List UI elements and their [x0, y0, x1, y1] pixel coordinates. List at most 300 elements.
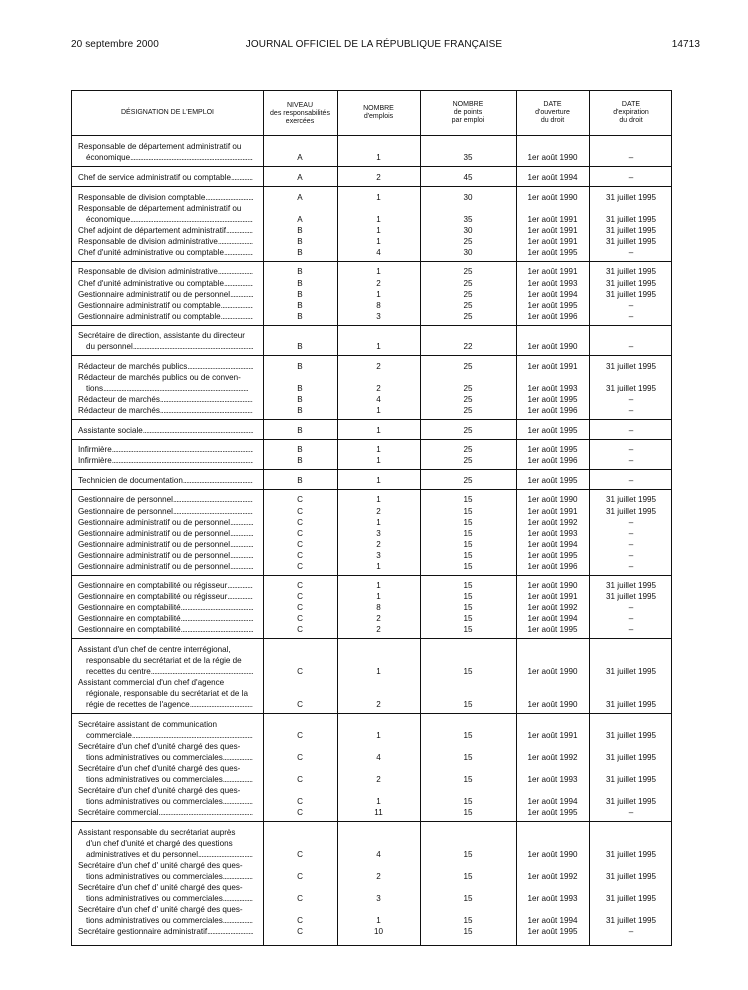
- level-cell: C: [297, 927, 303, 937]
- expiration-date-cell: –: [628, 311, 634, 321]
- points-cell: 30: [463, 192, 473, 202]
- points-cell: 25: [463, 300, 473, 310]
- group-separator: [72, 575, 671, 576]
- level-cell: C: [297, 561, 303, 571]
- opening-date-cell: 1er août 1994: [527, 797, 578, 807]
- designation-text: économique .....: [86, 214, 253, 226]
- designation-text: recettes du centre .....: [86, 666, 253, 678]
- count-cell: 3: [376, 528, 381, 538]
- opening-date-cell: 1er août 1995: [527, 625, 578, 635]
- opening-date-cell: 1er août 1994: [527, 539, 578, 549]
- count-cell: 2: [376, 383, 381, 393]
- group-separator: [72, 469, 671, 470]
- count-cell: 1: [376, 581, 381, 591]
- header-separator: [72, 135, 671, 136]
- points-cell: 15: [463, 797, 473, 807]
- designation-text: d'un chef d'unité et chargé des questions: [86, 838, 233, 848]
- designation-text: Rédacteur de marchés .....: [78, 394, 253, 406]
- designation-text: Gestionnaire administratif ou de personnel .....: [78, 517, 253, 529]
- count-cell: 4: [376, 753, 381, 762]
- level-cell: B: [297, 267, 303, 277]
- group-separator: [72, 166, 671, 167]
- opening-date-cell: 1er août 1995: [527, 395, 578, 404]
- opening-date-cell: 1er août 1990: [527, 153, 578, 163]
- designation-text: Rédacteur de marchés publics .....: [78, 361, 253, 373]
- designation-text: Gestionnaire administratif ou de personnel .....: [78, 539, 253, 551]
- expiration-date-cell: 31 juillet 1995: [606, 383, 656, 393]
- expiration-date-cell: –: [628, 808, 634, 818]
- header-date-expiration: DATE d'expiration du droit: [613, 101, 649, 124]
- points-cell: 15: [463, 894, 473, 904]
- opening-date-cell: 1er août 1991: [527, 361, 578, 371]
- count-cell: 1: [376, 667, 381, 677]
- level-cell: C: [297, 808, 303, 818]
- points-cell: 25: [463, 456, 473, 466]
- count-cell: 2: [376, 775, 381, 785]
- designation-text: Gestionnaire en comptabilité .....: [78, 613, 253, 625]
- designation-text: Gestionnaire administratif ou de personnel .....: [78, 550, 253, 562]
- points-cell: 15: [463, 506, 473, 516]
- journal-title: JOURNAL OFFICIEL DE LA RÉPUBLIQUE FRANÇAISE: [245, 39, 503, 50]
- expiration-date-cell: –: [628, 406, 634, 416]
- level-cell: A: [297, 173, 303, 183]
- group-separator: [72, 821, 671, 822]
- designation-text: Secrétaire d'un chef d'unité chargé des ques-: [78, 764, 241, 774]
- opening-date-cell: 1er août 1991: [527, 730, 578, 740]
- level-cell: C: [297, 550, 303, 560]
- designation-text: administratives et du personnel .....: [86, 849, 253, 861]
- level-cell: B: [297, 236, 303, 246]
- expiration-date-cell: –: [628, 153, 634, 163]
- count-cell: 1: [376, 517, 381, 527]
- opening-date-cell: 1er août 1990: [527, 192, 578, 202]
- opening-date-cell: 1er août 1990: [527, 667, 578, 677]
- points-cell: 15: [463, 927, 473, 937]
- opening-date-cell: 1er août 1990: [527, 849, 578, 859]
- designation-text: Secrétaire d'un chef d' unité chargé des ques-: [78, 860, 243, 870]
- expiration-date-cell: 31 juillet 1995: [606, 730, 656, 740]
- designation-text: Assistant commercial d'un chef d'agence: [78, 678, 225, 688]
- designation-text: Gestionnaire administratif ou de personnel .....: [78, 561, 253, 573]
- expiration-date-cell: 31 juillet 1995: [606, 581, 656, 591]
- points-cell: 25: [463, 267, 473, 277]
- count-cell: 1: [376, 406, 381, 416]
- opening-date-cell: 1er août 1991: [527, 236, 578, 246]
- group-separator: [72, 713, 671, 714]
- expiration-date-cell: 31 juillet 1995: [606, 849, 656, 859]
- count-cell: 4: [376, 395, 381, 404]
- expiration-date-cell: –: [628, 561, 634, 571]
- expiration-date-cell: 31 juillet 1995: [606, 495, 656, 505]
- count-cell: 2: [376, 506, 381, 516]
- level-cell: C: [297, 916, 303, 926]
- count-cell: 2: [376, 625, 381, 635]
- points-cell: 25: [463, 361, 473, 371]
- opening-date-cell: 1er août 1990: [527, 581, 578, 591]
- group-separator: [72, 261, 671, 262]
- level-cell: B: [297, 456, 303, 466]
- expiration-date-cell: –: [628, 625, 634, 635]
- level-cell: B: [297, 383, 303, 393]
- count-cell: 1: [376, 592, 381, 602]
- group-separator: [72, 355, 671, 356]
- designation-text: Gestionnaire de personnel .....: [78, 506, 253, 518]
- designation-text: Chef d'unité administrative ou comptable .....: [78, 278, 253, 290]
- expiration-date-cell: –: [628, 395, 634, 404]
- designation-text: Secrétaire d'un chef d'unité chargé des ques-: [78, 741, 241, 751]
- level-cell: C: [297, 517, 303, 527]
- header-date-ouverture: DATE d'ouverture du droit: [535, 101, 570, 124]
- count-cell: 1: [376, 730, 381, 740]
- opening-date-cell: 1er août 1996: [527, 456, 578, 466]
- page-date: 20 septembre 2000: [71, 39, 159, 50]
- expiration-date-cell: –: [628, 528, 634, 538]
- count-cell: 2: [376, 539, 381, 549]
- count-cell: 1: [376, 456, 381, 466]
- level-cell: C: [297, 797, 303, 807]
- count-cell: 1: [376, 192, 381, 202]
- count-cell: 1: [376, 797, 381, 807]
- expiration-date-cell: 31 juillet 1995: [606, 361, 656, 371]
- count-cell: 1: [376, 475, 381, 485]
- points-cell: 15: [463, 539, 473, 549]
- designation-text: Assistant responsable du secrétariat auprès: [78, 827, 236, 837]
- expiration-date-cell: –: [628, 550, 634, 560]
- level-cell: B: [297, 406, 303, 416]
- points-cell: 15: [463, 808, 473, 818]
- points-cell: 15: [463, 517, 473, 527]
- header-nombre-points: NOMBRE de points par emploi: [451, 101, 485, 124]
- opening-date-cell: 1er août 1991: [527, 267, 578, 277]
- expiration-date-cell: –: [628, 445, 634, 455]
- points-cell: 15: [463, 916, 473, 926]
- group-separator: [72, 419, 671, 420]
- opening-date-cell: 1er août 1994: [527, 289, 578, 299]
- points-cell: 25: [463, 289, 473, 299]
- expiration-date-cell: 31 juillet 1995: [606, 267, 656, 277]
- level-cell: C: [297, 700, 303, 710]
- designation-text: Infirmière .....: [78, 455, 253, 467]
- designation-text: Gestionnaire en comptabilité .....: [78, 624, 253, 636]
- count-cell: 3: [376, 311, 381, 321]
- level-cell: C: [297, 603, 303, 613]
- level-cell: B: [297, 475, 303, 485]
- level-cell: C: [297, 730, 303, 740]
- designation-text: Secrétaire gestionnaire administratif .....: [78, 926, 253, 938]
- opening-date-cell: 1er août 1995: [527, 550, 578, 560]
- expiration-date-cell: –: [628, 475, 634, 485]
- opening-date-cell: 1er août 1995: [527, 425, 578, 435]
- points-cell: 35: [463, 153, 473, 163]
- level-cell: C: [297, 775, 303, 785]
- points-cell: 45: [463, 173, 473, 183]
- designation-text: régie de recettes de l'agence .....: [86, 699, 253, 711]
- designation-text: tions administratives ou commerciales .....: [86, 915, 253, 927]
- expiration-date-cell: –: [628, 614, 634, 624]
- designation-text: du personnel .....: [86, 341, 253, 353]
- expiration-date-cell: –: [628, 539, 634, 549]
- count-cell: 2: [376, 361, 381, 371]
- points-cell: 25: [463, 383, 473, 393]
- expiration-date-cell: 31 juillet 1995: [606, 236, 656, 246]
- header-designation: DÉSIGNATION DE L'EMPLOI: [120, 109, 214, 116]
- count-cell: 1: [376, 495, 381, 505]
- points-cell: 15: [463, 667, 473, 677]
- designation-text: tions administratives ou commerciales .....: [86, 796, 253, 808]
- points-cell: 15: [463, 871, 473, 881]
- level-cell: C: [297, 625, 303, 635]
- points-cell: 35: [463, 214, 473, 224]
- expiration-date-cell: 31 juillet 1995: [606, 700, 656, 710]
- opening-date-cell: 1er août 1996: [527, 311, 578, 321]
- group-separator: [72, 638, 671, 639]
- expiration-date-cell: –: [628, 603, 634, 613]
- expiration-date-cell: 31 juillet 1995: [606, 753, 656, 762]
- count-cell: 4: [376, 247, 381, 257]
- designation-text: Gestionnaire administratif ou comptable .....: [78, 300, 253, 312]
- designation-text: Responsable de division administrative .....: [78, 266, 253, 278]
- level-cell: C: [297, 849, 303, 859]
- level-cell: C: [297, 581, 303, 591]
- level-cell: B: [297, 300, 303, 310]
- expiration-date-cell: –: [628, 927, 634, 937]
- opening-date-cell: 1er août 1995: [527, 927, 578, 937]
- count-cell: 1: [376, 214, 381, 224]
- level-cell: C: [297, 614, 303, 624]
- count-cell: 3: [376, 550, 381, 560]
- designation-text: Gestionnaire en comptabilité .....: [78, 602, 253, 614]
- level-cell: C: [297, 539, 303, 549]
- level-cell: B: [297, 445, 303, 455]
- points-cell: 15: [463, 730, 473, 740]
- count-cell: 1: [376, 425, 381, 435]
- designation-text: Gestionnaire administratif ou de personnel .....: [78, 289, 253, 301]
- expiration-date-cell: –: [628, 342, 634, 352]
- designation-text: Chef adjoint de département administratif .....: [78, 225, 253, 237]
- designation-text: économique .....: [86, 152, 253, 164]
- count-cell: 1: [376, 267, 381, 277]
- count-cell: 2: [376, 614, 381, 624]
- designation-text: commerciale .....: [86, 730, 253, 742]
- opening-date-cell: 1er août 1995: [527, 475, 578, 485]
- count-cell: 1: [376, 445, 381, 455]
- designation-text: Responsable de division comptable .....: [78, 192, 253, 204]
- opening-date-cell: 1er août 1992: [527, 753, 578, 762]
- points-cell: 15: [463, 753, 473, 762]
- designation-text: Gestionnaire de personnel .....: [78, 494, 253, 506]
- designation-text: responsable du secrétariat et de la régie de: [86, 656, 242, 666]
- count-cell: 2: [376, 278, 381, 288]
- level-cell: C: [297, 506, 303, 516]
- opening-date-cell: 1er août 1995: [527, 808, 578, 818]
- count-cell: 1: [376, 225, 381, 235]
- opening-date-cell: 1er août 1996: [527, 406, 578, 416]
- count-cell: 2: [376, 173, 381, 183]
- opening-date-cell: 1er août 1995: [527, 247, 578, 257]
- points-cell: 15: [463, 625, 473, 635]
- level-cell: B: [297, 247, 303, 257]
- level-cell: B: [297, 342, 303, 352]
- level-cell: B: [297, 225, 303, 235]
- points-cell: 25: [463, 425, 473, 435]
- designation-text: tions administratives ou commerciales .....: [86, 871, 253, 883]
- opening-date-cell: 1er août 1991: [527, 592, 578, 602]
- designation-text: Infirmière .....: [78, 444, 253, 456]
- header-niveau: NIVEAU des responsabilités exercées: [270, 102, 330, 125]
- header-nombre-emplois: NOMBRE d'emplois: [363, 105, 394, 120]
- designation-text: Chef d'unité administrative ou comptable .....: [78, 247, 253, 259]
- page-number: 14713: [671, 39, 700, 50]
- points-cell: 25: [463, 406, 473, 416]
- points-cell: 25: [463, 445, 473, 455]
- designation-text: Gestionnaire administratif ou de personnel .....: [78, 528, 253, 540]
- points-cell: 25: [463, 311, 473, 321]
- level-cell: B: [297, 289, 303, 299]
- points-cell: 15: [463, 550, 473, 560]
- level-cell: B: [297, 425, 303, 435]
- group-separator: [72, 186, 671, 187]
- expiration-date-cell: –: [628, 300, 634, 310]
- opening-date-cell: 1er août 1994: [527, 916, 578, 926]
- points-cell: 15: [463, 849, 473, 859]
- expiration-date-cell: 31 juillet 1995: [606, 225, 656, 235]
- count-cell: 2: [376, 871, 381, 881]
- designation-text: tions administratives ou commerciales .....: [86, 752, 253, 764]
- level-cell: B: [297, 311, 303, 321]
- group-separator: [72, 325, 671, 326]
- opening-date-cell: 1er août 1994: [527, 614, 578, 624]
- count-cell: 8: [376, 603, 381, 613]
- count-cell: 1: [376, 561, 381, 571]
- designation-text: Gestionnaire en comptabilité ou régisseur .....: [78, 580, 253, 592]
- expiration-date-cell: 31 juillet 1995: [606, 871, 656, 881]
- count-cell: 1: [376, 342, 381, 352]
- expiration-date-cell: 31 juillet 1995: [606, 916, 656, 926]
- points-cell: 22: [463, 342, 473, 352]
- designation-text: Secrétaire d'un chef d'unité chargé des ques-: [78, 786, 241, 796]
- designation-text: Responsable de département administratif ou: [78, 203, 242, 213]
- expiration-date-cell: –: [628, 425, 634, 435]
- opening-date-cell: 1er août 1991: [527, 506, 578, 516]
- expiration-date-cell: 31 juillet 1995: [606, 289, 656, 299]
- points-cell: 15: [463, 775, 473, 785]
- expiration-date-cell: –: [628, 456, 634, 466]
- designation-text: Assistant d'un chef de centre interrégional,: [78, 645, 231, 655]
- level-cell: C: [297, 871, 303, 881]
- designation-text: Gestionnaire en comptabilité ou régisseur .....: [78, 591, 253, 603]
- opening-date-cell: 1er août 1993: [527, 278, 578, 288]
- count-cell: 8: [376, 300, 381, 310]
- opening-date-cell: 1er août 1993: [527, 894, 578, 904]
- expiration-date-cell: –: [628, 247, 634, 257]
- level-cell: B: [297, 278, 303, 288]
- expiration-date-cell: 31 juillet 1995: [606, 894, 656, 904]
- level-cell: B: [297, 361, 303, 371]
- group-separator: [72, 489, 671, 490]
- level-cell: C: [297, 894, 303, 904]
- opening-date-cell: 1er août 1992: [527, 603, 578, 613]
- points-cell: 15: [463, 528, 473, 538]
- points-cell: 30: [463, 225, 473, 235]
- points-cell: 25: [463, 395, 473, 404]
- designation-text: Assistante sociale .....: [78, 425, 253, 437]
- points-cell: 15: [463, 561, 473, 571]
- opening-date-cell: 1er août 1993: [527, 528, 578, 538]
- designation-text: Secrétaire d'un chef d' unité chargé des ques-: [78, 882, 243, 892]
- expiration-date-cell: 31 juillet 1995: [606, 506, 656, 516]
- expiration-date-cell: 31 juillet 1995: [606, 667, 656, 677]
- level-cell: A: [297, 214, 303, 224]
- opening-date-cell: 1er août 1990: [527, 495, 578, 505]
- designation-text: Secrétaire assistant de communication: [78, 719, 218, 729]
- points-cell: 25: [463, 278, 473, 288]
- points-cell: 15: [463, 495, 473, 505]
- designation-text: Secrétaire d'un chef d' unité chargé des ques-: [78, 905, 243, 915]
- opening-date-cell: 1er août 1992: [527, 517, 578, 527]
- expiration-date-cell: –: [628, 517, 634, 527]
- points-cell: 30: [463, 247, 473, 257]
- expiration-date-cell: 31 juillet 1995: [606, 797, 656, 807]
- designation-text: Responsable de division administrative .....: [78, 236, 253, 248]
- designation-text: Secrétaire de direction, assistante du directeur: [78, 331, 245, 341]
- designation-text: régionale, responsable du secrétariat et de la: [86, 689, 248, 699]
- employment-table: [71, 90, 672, 946]
- opening-date-cell: 1er août 1991: [527, 225, 578, 235]
- level-cell: A: [297, 153, 303, 163]
- opening-date-cell: 1er août 1990: [527, 342, 578, 352]
- opening-date-cell: 1er août 1993: [527, 775, 578, 785]
- opening-date-cell: 1er août 1991: [527, 214, 578, 224]
- level-cell: A: [297, 192, 303, 202]
- points-cell: 15: [463, 614, 473, 624]
- level-cell: C: [297, 667, 303, 677]
- points-cell: 15: [463, 592, 473, 602]
- group-separator: [72, 439, 671, 440]
- count-cell: 1: [376, 289, 381, 299]
- points-cell: 25: [463, 475, 473, 485]
- designation-text: Gestionnaire administratif ou comptable .....: [78, 311, 253, 323]
- opening-date-cell: 1er août 1993: [527, 383, 578, 393]
- opening-date-cell: 1er août 1995: [527, 300, 578, 310]
- level-cell: C: [297, 753, 303, 762]
- designation-text: Rédacteur de marchés .....: [78, 405, 253, 417]
- opening-date-cell: 1er août 1996: [527, 561, 578, 571]
- count-cell: 11: [374, 808, 383, 818]
- designation-text: Technicien de documentation .....: [78, 475, 253, 487]
- level-cell: B: [297, 395, 303, 404]
- level-cell: C: [297, 528, 303, 538]
- points-cell: 25: [463, 236, 473, 246]
- expiration-date-cell: 31 juillet 1995: [606, 775, 656, 785]
- designation-text: Chef de service administratif ou comptable .....: [78, 172, 253, 184]
- opening-date-cell: 1er août 1990: [527, 700, 578, 710]
- designation-text: Rédacteur de marchés publics ou de conven-: [78, 372, 241, 382]
- designation-text: tions administratives ou commerciales .....: [86, 893, 253, 905]
- designation-text: tions administratives ou commerciales .....: [86, 774, 253, 786]
- count-cell: 4: [376, 849, 381, 859]
- expiration-date-cell: 31 juillet 1995: [606, 214, 656, 224]
- points-cell: 15: [463, 700, 473, 710]
- points-cell: 15: [463, 581, 473, 591]
- count-cell: 1: [376, 916, 381, 926]
- count-cell: 1: [376, 236, 381, 246]
- level-cell: C: [297, 495, 303, 505]
- designation-text: Secrétaire commercial .....: [78, 807, 253, 819]
- opening-date-cell: 1er août 1992: [527, 871, 578, 881]
- count-cell: 2: [376, 700, 381, 710]
- designation-text: tions .....: [86, 383, 253, 395]
- designation-text: Responsable de département administratif ou: [78, 142, 242, 152]
